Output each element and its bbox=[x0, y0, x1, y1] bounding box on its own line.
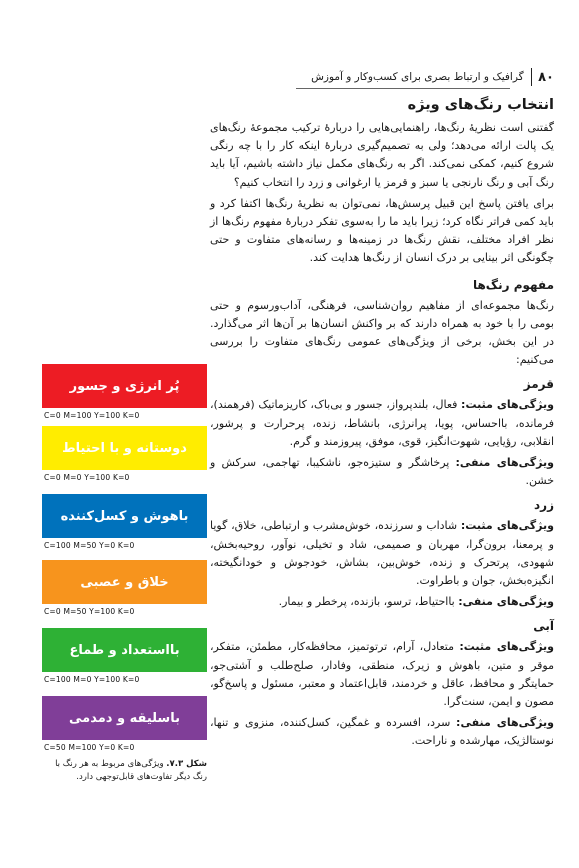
color-heading-red: قرمز bbox=[523, 377, 554, 392]
swatch-cmyk: C=0 M=50 Y=100 K=0 bbox=[44, 607, 135, 616]
color-heading-yellow: زرد bbox=[534, 498, 554, 513]
swatch-cmyk: C=0 M=0 Y=100 K=0 bbox=[44, 473, 130, 482]
yellow-positive-text: شاداب و سرزنده، خوش‌مشرب و ارتباطی، خلاق، گویا و پرمعنا، برون‌گرا، مهربان و صمیمی، شاد و تخیلی، نوآور، روحیه‌بخش، شهودی، پرتحرک و زنده، خوش‌بین، بشاش، خودجوش و خودانگیخته، انگیزه‌بخش، جوان و باطراوت. bbox=[210, 519, 554, 588]
header-rule bbox=[296, 88, 510, 89]
color-swatches bbox=[42, 94, 209, 864]
section-title: انتخاب رنگ‌های ویژه bbox=[407, 97, 554, 113]
negative-label: ویژگی‌های منفی: bbox=[458, 595, 554, 609]
red-positive-text: فعال، بلندپرواز، جسور و بی‌باک، کاریزماتیک (فرهمند)، فرمانده، بااحساس، پویا، پرانرژی، بانشاط، زنده، پرحرارت و پرشور، انقلابی، رؤیایی، شهوت‌انگیز، قوی، موفق، پیروزمند و گرم. bbox=[210, 398, 554, 448]
blue-positive bbox=[210, 638, 554, 711]
concept-paragraph: رنگ‌ها مجموعه‌ای از مفاهیم روان‌شناسی، فرهنگی، آداب‌ورسوم و حتی بومی را با خود به همراه دارند که بر واکنش انسان‌ها بر آن‌ها اثر می‌گذارد. در این بخش، برخی از ویژگی‌های عمومی رنگ‌های متفاوت را بررسی می‌کنیم: bbox=[210, 298, 554, 367]
caption-text: ویژگی‌های مربوط به هر رنگ با رنگ دیگر تفاوت‌های قابل‌توجهی دارد. bbox=[55, 759, 207, 782]
yellow-negative bbox=[210, 593, 554, 611]
page-body bbox=[42, 94, 554, 864]
header-divider bbox=[531, 68, 533, 86]
positive-label: ویژگی‌های مثبت: bbox=[461, 398, 554, 412]
swatch-purple bbox=[42, 696, 207, 752]
running-title: گرافیک و ارتباط بصری برای کسب‌وکار و آموزش bbox=[311, 71, 524, 83]
swatch-box: باسلیقه و دمدمی bbox=[42, 696, 207, 740]
running-header bbox=[294, 66, 554, 88]
negative-label: ویژگی‌های منفی: bbox=[456, 716, 554, 730]
swatch-cmyk: C=0 M=100 Y=100 K=0 bbox=[44, 411, 140, 420]
yellow-negative-text: بااحتیاط، ترسو، بازنده، پرخطر و بیمار. bbox=[278, 595, 455, 609]
red-positive bbox=[210, 396, 554, 451]
red-negative-text: پرخاشگر و ستیزه‌جو، ناشکیبا، تهاجمی، سرکش و خشن. bbox=[210, 456, 554, 488]
blue-negative-text: سرد، افسرده و غمگین، کسل‌کننده، منزوی و تنها، نوستالژیک، مهارشده و ناراحت. bbox=[210, 716, 554, 748]
red-negative bbox=[210, 454, 554, 490]
positive-label: ویژگی‌های مثبت: bbox=[460, 519, 554, 533]
concept-heading: مفهوم رنگ‌ها bbox=[472, 277, 554, 292]
intro-paragraph-1: گفتنی است نظریهٔ رنگ‌ها، راهنمایی‌هایی را دربارهٔ ترکیب مجموعهٔ رنگ‌های یک پالت ارائه می‌دهد؛ ولی به تصمیم‌گیری دربارهٔ اینکه کار را با چه رنگی شروع کنیم، کمکی نمی‌کند. اگر به رنگ‌های مکمل نیاز داشته باشیم، آیا باید رنگ آبی و رنگ نارنجی یا سبز و قرمز یا ارغوانی و زرد را انتخاب کنیم؟ bbox=[210, 121, 554, 189]
swatch-red bbox=[42, 364, 207, 420]
intro-paragraph-2: برای یافتن پاسخ این قبیل پرسش‌ها، نمی‌توان به نظریهٔ رنگ‌ها اکتفا کرد و باید کمی فراتر نگاه کرد؛ زیرا باید ما را به‌سوی تفکر دربارهٔ مفهوم رنگ‌ها از نظر افراد مختلف، نقش رنگ‌ها در زمینه‌ها و رسانه‌های متفاوت و حتی چگونگی اثر بینایی بر درک انسان از رنگ‌ها هدایت کند. bbox=[210, 196, 554, 265]
swatch-green bbox=[42, 628, 207, 684]
page-number: ۸۰ bbox=[538, 69, 554, 85]
color-heading-blue: آبی bbox=[533, 619, 554, 634]
text-column bbox=[210, 94, 554, 754]
blue-negative bbox=[210, 714, 554, 750]
swatch-cmyk: C=100 M=0 Y=100 K=0 bbox=[44, 675, 140, 684]
swatch-blue bbox=[42, 494, 207, 550]
swatch-cmyk: C=50 M=100 Y=0 K=0 bbox=[44, 743, 135, 752]
swatch-box: باهوش و کسل‌کننده bbox=[42, 494, 207, 538]
swatch-box: دوستانه و با احتیاط bbox=[42, 426, 207, 470]
swatch-box: بااستعداد و طماع bbox=[42, 628, 207, 672]
swatch-yellow bbox=[42, 426, 207, 482]
caption-label: شکل ۷.۳. bbox=[166, 759, 207, 769]
negative-label: ویژگی‌های منفی: bbox=[455, 456, 554, 470]
swatch-box: پُر انرژی و جسور bbox=[42, 364, 207, 408]
blue-positive-text: متعادل، آرام، ترتوتمیز، محافظه‌کار، مطمئن، متفکر، موقر و متین، باهوش و زیرک، منطقی، وفادار، صلح‌طلب و آشتی‌جو، حمایتگر و محافظ، عاقل و خردمند، قابل‌اعتماد و معتبر، مسئول و پاسخ‌گو، مصون و ایمن، سنت‌گرا. bbox=[210, 640, 554, 709]
swatch-cmyk: C=100 M=50 Y=0 K=0 bbox=[44, 541, 135, 550]
figure-caption bbox=[42, 758, 207, 784]
swatch-box: خلاق و عصبی bbox=[42, 560, 207, 604]
yellow-positive bbox=[210, 517, 554, 590]
positive-label: ویژگی‌های مثبت: bbox=[459, 640, 555, 654]
swatch-orange bbox=[42, 560, 207, 616]
